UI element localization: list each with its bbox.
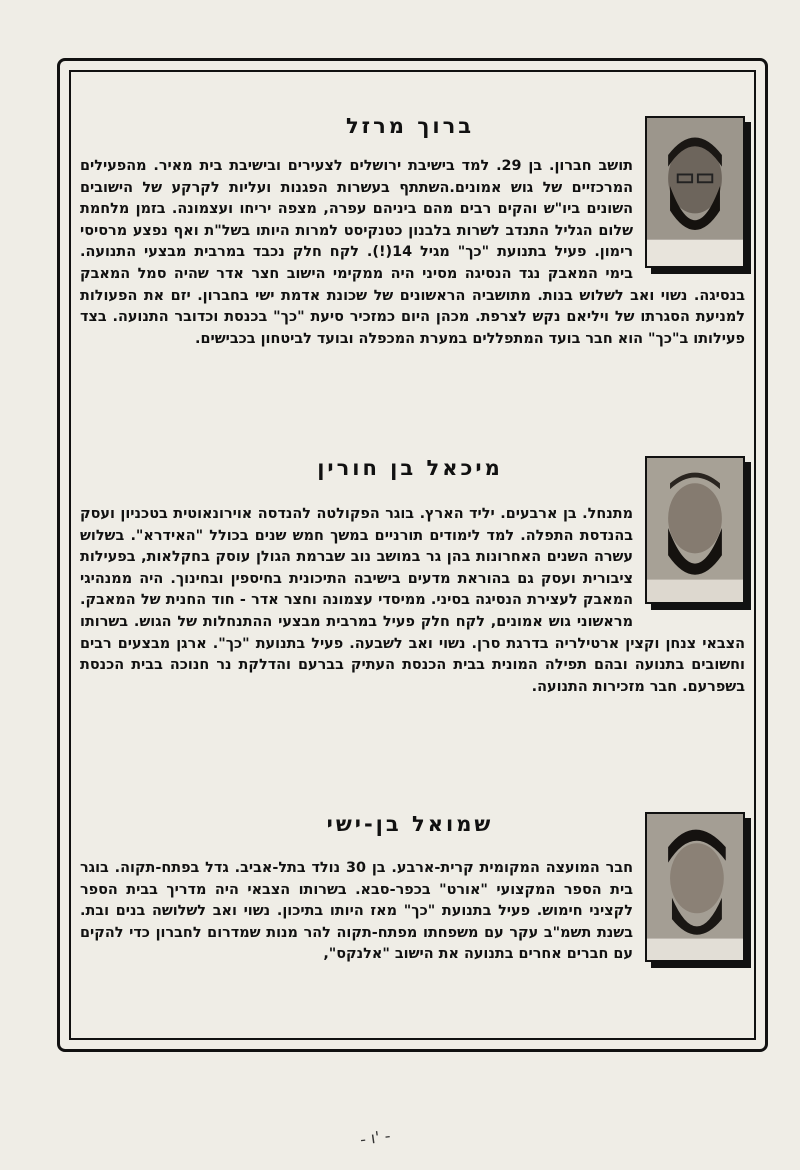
profile-name: שמואל בן-ישי — [326, 812, 494, 836]
profile-section-1 — [80, 110, 745, 420]
profile-bio: מתנחל. בן ארבעים. יליד הארץ. בוגר הפקולטה להנדסה אוירונאוטית בטכניון ועסק בהנדסת התפלה. למד לימודים תורניים במשך חמש שנים בכולל "האידרא". בשלוש עשרה השנים האחרונות בהן גר במושב נוב שברמת הגולן עוסק בחקלאות, בפעילות ציבורית ועסק גם בהוראת מדעים בישיבה התיכונית בחיספין ובחינוך. היה ממנהיגי המאבק לעצירת הנסיגה בסיני. ממיסדי עצמונה וחצר אדר - חוד החנית של המאבק. מראשוני גוש אמונים, לקח חלק פעיל במרבית מבצעי ההתנחלות של הגוש. בשרותו הצבאי צנחן וקצין ארטילריה בדרגת סרן. נשוי ואב לשבעה. פעיל בתנועת "כך". ארגן מבצעים רבים וחשובים בתנועה ובהם תפילה המונית בבית הכנסת העתיק בברעם והדלקת נר חנוכה בבית הכנסת בשפרעם. חבר מזכירות התנועה. — [80, 506, 745, 695]
profile-name: מיכאל בן חורין — [317, 456, 503, 480]
page-number: - ו' - — [358, 1125, 392, 1150]
profile-bio: חבר המועצה המקומית קרית-ארבע. בן 30 נולד בתל-אביב. גדל בפתח-תקוה. בוגר בית הספר המקצועי "אורט" בכפר-סבא. בשרותו הצבאי היה מדריך בבית הספר לקציני חימוש. פעיל בתנועת "כך" מאז היותו בתיכון. נשוי ואב לשלושה בנים ובת. בשנת תשמ"ב עקר עם משפחתו מפתח-תקוה להר מנות שמדרום לחברון כדי להקים עם חברים אחרים בתנועה את הישוב "אלנקס", — [80, 860, 633, 963]
profile-section-3 — [80, 808, 745, 1013]
profile-name: ברוך מרזל — [345, 114, 475, 138]
profile-section-2 — [80, 452, 745, 762]
profile-bio: תושב חברון. בן 29. למד בישיבת ירושלים לצעירים ובישיבת בית מאיר. מהפעילים המרכזיים של גוש אמונים.השתתף בעשרות הפגנות ועליות לקרקע של הישובים השונים ביו"ש והקים רבים מהם ביניהם עפרה, מצפה יריחו ועצמונה. בזמן מלחמת שלום הגליל התנדב לשרות בלבנון כטנקיסט למרות היותו בשל"ת ואף נפצע מרסיסי רימון. פעיל בתנועת "כך" מגיל 14(!). לקח חלק נכבד במרבית מבצעי התנועה. בימי המאבק נגד הנסיגה מסיני היה ממקימי הישוב חצר אדר שהיה סמל המאבק בנסיגה. נשוי ואב לשלוש בנות. מתושביה הראשונים של שכונת אדמת ישי בחברון. יזם את הפעולות למניעת הסגרתו של ויליאם נקש לצרפת. מכהן היום כמזכיר סיעת "כך" בכנסת וכדובר התנועה. בצד פעילותו ב"כך" הוא חבר בועד המתפללים במערת המכפלה ובועד לביטחון בכבישים. — [80, 158, 745, 347]
